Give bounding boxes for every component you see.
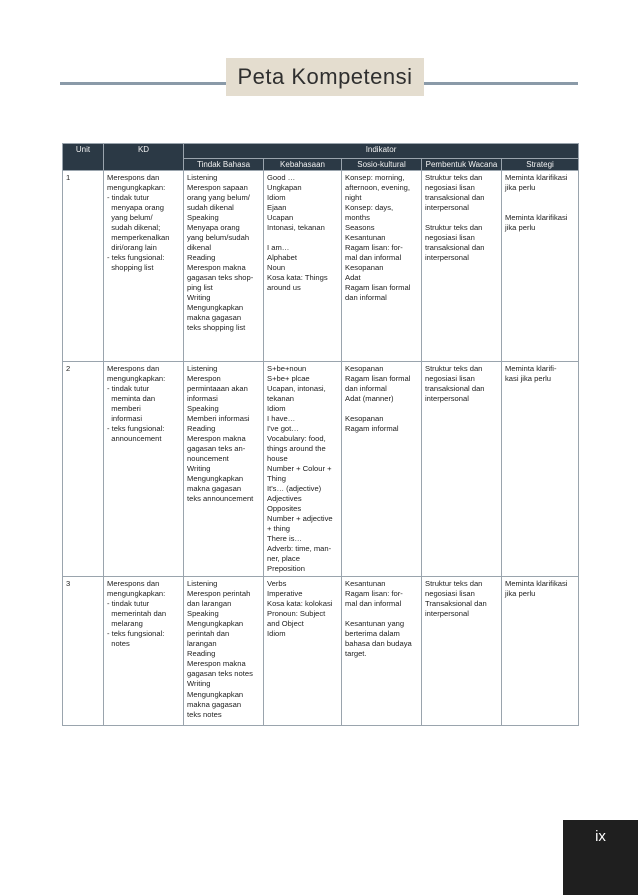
sosio-kultural-cell: Konsep: morning, afternoon, evening, night Konsep: days, months Seasons Kesantunan Ragam lisan: for- mal dan informal Kesopanan Adat Ragam lisan formal dan informal xyxy=(342,171,422,362)
header-indikator: Indikator xyxy=(184,144,579,159)
unit-cell: 2 xyxy=(63,362,104,577)
header-sosio-kultural: Sosio-kultural xyxy=(342,159,422,171)
header-pembentuk-wacana: Pembentuk Wacana xyxy=(422,159,502,171)
header-tindak-bahasa: Tindak Bahasa xyxy=(184,159,264,171)
kd-cell: Merespons dan mengungkapkan: - tindak tutur meminta dan memberi informasi - teks fungsional: announcement xyxy=(104,362,184,577)
table-row xyxy=(63,577,579,726)
kebahasaan-cell: Good … Ungkapan Idiom Ejaan Ucapan Intonasi, tekanan I am… Alphabet Noun Kosa kata: Things around us xyxy=(264,171,342,362)
unit-cell: 3 xyxy=(63,577,104,726)
title-box xyxy=(226,58,424,96)
page-number xyxy=(563,820,638,895)
page-number-label: ix xyxy=(595,828,606,845)
sosio-kultural-cell: Kesantunan Ragam lisan: for- mal dan informal Kesantunan yang berterima dalam bahasa dan budaya target. xyxy=(342,577,422,726)
page-title: Peta Kompetensi xyxy=(237,64,413,89)
competency-table xyxy=(62,143,579,726)
tindak-bahasa-cell: Listening Merespon perintah dan larangan Speaking Mengungkapkan perintah dan larangan Reading Merespon makna gagasan teks notes Writing Mengungkapkan makna gagasan teks notes xyxy=(184,577,264,726)
header-unit: Unit xyxy=(63,144,104,171)
strategi-cell: Meminta klarifi- kasi jika perlu xyxy=(502,362,579,577)
kebahasaan-cell: S+be+noun S+be+ plcae Ucapan, intonasi, tekanan Idiom I have… I've got… Vocabulary: food, things around the house Number + Colour + Thing It's… (adjective) Adjectives Opposites Number + adjective + thing There is… Adverb: time, man- ner, place Preposition xyxy=(264,362,342,577)
strategi-cell: Meminta klarifikasi jika perlu xyxy=(502,577,579,726)
tindak-bahasa-cell: Listening Merespon sapaan orang yang belum/ sudah dikenal Speaking Menyapa orang yang belum/sudah dikenal Reading Merespon makna gagasan teks shop- ping list Writing Mengungkapkan makna gagasan teks shopping list xyxy=(184,171,264,362)
header-strategi: Strategi xyxy=(502,159,579,171)
kebahasaan-cell: Verbs Imperative Kosa kata: kolokasi Pronoun: Subject and Object Idiom xyxy=(264,577,342,726)
header-kd: KD xyxy=(104,144,184,171)
unit-cell: 1 xyxy=(63,171,104,362)
pembentuk-wacana-cell: Struktur teks dan negosiasi lisan Transaksional dan interpersonal xyxy=(422,577,502,726)
table-row xyxy=(63,362,579,577)
header-kebahasaan: Kebahasaan xyxy=(264,159,342,171)
pembentuk-wacana-cell: Struktur teks dan negosiasi lisan transaksional dan interpersonal Struktur teks dan negosiasi lisan transaksional dan interpersonal xyxy=(422,171,502,362)
tindak-bahasa-cell: Listening Merespon permintaaan akan informasi Speaking Memberi informasi Reading Merespon makna gagasan teks an- nouncement Writing Mengungkapkan makna gagasan teks announcement xyxy=(184,362,264,577)
kd-cell: Merespons dan mengungkapkan: - tindak tutur menyapa orang yang belum/ sudah dikenal; memperkenalkan diri/orang lain - teks fungsional: shopping list xyxy=(104,171,184,362)
kd-cell: Merespons dan mengungkapkan: - tindak tutur memerintah dan melarang - teks fungsional: notes xyxy=(104,577,184,726)
strategi-cell: Meminta klarifikasi jika perlu Meminta klarifikasi jika perlu xyxy=(502,171,579,362)
pembentuk-wacana-cell: Struktur teks dan negosiasi lisan transaksional dan interpersonal xyxy=(422,362,502,577)
table-row xyxy=(63,171,579,362)
sosio-kultural-cell: Kesopanan Ragam lisan formal dan informal Adat (manner) Kesopanan Ragam informal xyxy=(342,362,422,577)
